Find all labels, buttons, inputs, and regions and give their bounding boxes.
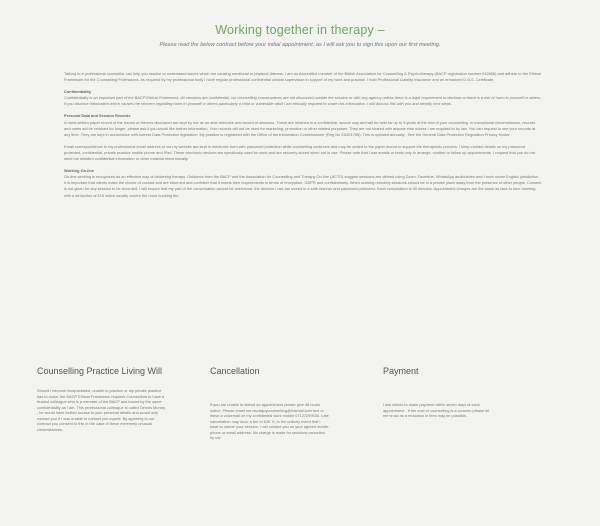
living-will-text: Should I become incapacitated, unable to practice or my private practice has to close, the BACP Ethical Framework requires Counsellors to have a trusted colleague who is a member of the BACP and bound by the same confidentiality as I am. This professional colleague is called Dennis Murray , he would have limited access to your personal details and would only contact you if I was unable to contact you myself. By agreeing to our contract you consent to this in the case of these extremely unusual circumstances. xyxy=(37,388,166,432)
cancellation-heading: Cancellation xyxy=(210,366,260,376)
page-subtitle: Please read the below contract before your initial appointment, as I will ask you to sign this upon our first meeting. xyxy=(159,42,441,48)
cancellation-text: If you are unable to attend an appointment please give 48 hours notice. Please email me.nicolajoycounselling@hotmail.com text or leave a voicemail on my confidential work mobile 07127299030. Late cancellation may incur a fee of £30. If, in the unlikely event that I have to cancel your session, I will contact you on your agreed mobile phone or email address. No charge is made for sessions cancelled by me. xyxy=(210,402,329,440)
payment-column xyxy=(383,366,493,419)
online-paragraph: On-line working is recognised as an effective way of delivering therapy. Guidance from the BACP and the Association for Counselling and Therapy On-line (ACTO) suggest sessions are offered using Zoom, Facetime, WhatsApp audio/video and I work under English jurisdiction . It is important that clients make the choice of contact and are informed and confident that it meets their requirements in terms of encryption, GDPR and confidentiality. When working remotely sessions should be in a private place away from the presence of other people. Consent is not given for any session to be recorded. I will ensure that my part of the conversation cannot be overheard, the devices I use are stored in a safe manner and password protected. Each consultation is 50 minutes. Appointment charges are the same as face to face meeting with a deduction of £15 which usually covers the room booking fee. xyxy=(64,174,542,198)
online-heading: Working On-line xyxy=(64,168,94,174)
intro-paragraph: Talking to a professional counsellor can help you resolve or understand issues which are causing emotional or physical distress. I am an Accredited member of the British Association for Counselling & Psychotherapy (BACP registration number 042856) and adhere to the Ethical Framework for the Counselling Professions. As required by my professional body I have regular professional confidential clinical supervision in support of my work and practice. I hold Professional Liability Insurance and an enhanced D.B.S. Certificate. xyxy=(64,71,541,83)
living-will-heading: Counselling Practice Living Will xyxy=(37,366,163,376)
page-title: Working together in therapy – xyxy=(215,23,385,37)
personal-data-paragraph: A hand-written paper record of the issues or themes discussed are kept by me as an aide-memoire and record of sessions. These are retained in a confidential, secure way and will be held for up to 5 years at the end of your counselling. In exceptional circumstances, records and notes will be retained for longer, please ask if you would like further information. Your records will not be used for marketing, promotion or other related purposes. They are not shared with anyone else unless I am required to by law. You can request to see your records at any time. They are kept in accordance with current Data Protection legislation. My practice is registered with the Office of the Information Commissioner (Reg No ZA301765). This is updated annually . See the General Data Protection Regulation Privacy Notice . xyxy=(64,119,536,137)
personal-data-heading: Personal Data and Session Records xyxy=(64,113,131,119)
payment-text: I ask clients to make payment within seven days of each appointment . If the cost of counselling is a concern please let me know as a reduction in fees may be possible. xyxy=(383,402,490,418)
cancellation-column xyxy=(210,366,330,441)
email-paragraph: Email correspondence to my professional email address or via my website are kept in electronic form with password protection while counselling continues and may be added to the paper record to support the therapeutic process. I keep contact details on my password protected, confidential, private practice mobile phone and iPad. These electronic devices are specifically used for work and are securely stored when not in use. Please note that I use emails or texts only to arrange, confirm or follow up appointments. I request that you do not send me detailed confidential information or other material electronically. xyxy=(64,143,535,162)
confidentiality-heading: Confidentiality xyxy=(64,89,92,95)
contract-section xyxy=(64,71,542,205)
confidentiality-paragraph: Confidentiality is an important part of the BACP Ethical Framework. All sessions are confidential, our counselling conversations are not discussed outside the session or with any agency unless there is a legal requirement to disclose or there is a risk of harm to yourself or others. If you disclose information which causes me concern regarding harm to yourself or others particularly a child or vulnerable adult I am ethically required to share this information. I will discuss this with you and identify next steps. xyxy=(64,95,541,107)
living-will-column xyxy=(37,366,167,432)
payment-heading: Payment xyxy=(383,366,419,376)
